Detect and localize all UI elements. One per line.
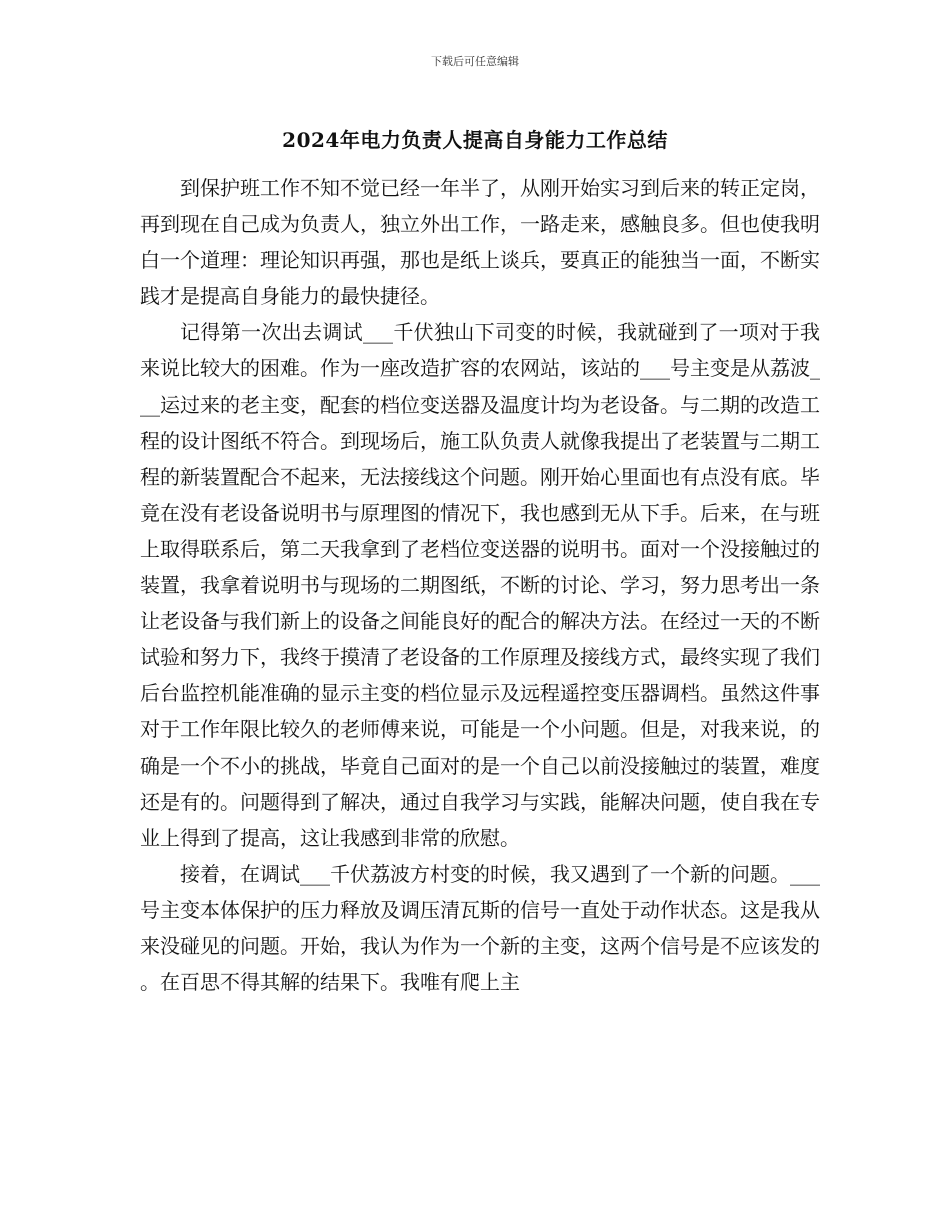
paragraph-2: 记得第一次出去调试___千伏独山下司变的时候，我就碰到了一项对于我来说比较大的困难。作为一座改造扩容的农网站，该站的___号主变是从荔波___运过来的老主变，配套的档位变送器及温度计均为老设备。与二期的改造工程的设计图纸不符合。到现场后，施工队负责人就像我提出了老装置与二期工程的新装置配合不起来，无法接线这个问题。刚开始心里面也有点没有底。毕竟在没有老设备说明书与原理图的情况下，我也感到无从下手。后来，在与班上取得联系后，第二天我拿到了老档位变送器的说明书。面对一个没接触过的装置，我拿着说明书与现场的二期图纸，不断的讨论、学习，努力思考出一条让老设备与我们新上的设备之间能良好的配合的解决方法。在经过一天的不断试验和努力下，我终于摸清了老设备的工作原理及接线方式，最终实现了我们后台监控机能准确的显示主变的档位显示及远程遥控变压器调档。虽然这件事对于工作年限比较久的老师傅来说，可能是一个小问题。但是，对我来说，的确是一个不小的挑战，毕竟自己面对的是一个自己以前没接触过的装置，难度还是有的。问题得到了解决，通过自我学习与实践，能解决问题，使自我在专业上得到了提高，这让我感到非常的欣慰。: [140, 320, 820, 850]
document-title: 2024年电力负责人提高自身能力工作总结: [282, 128, 668, 152]
paragraph-3: 接着，在调试___千伏荔波方村变的时候，我又遇到了一个新的问题。___号主变本体保护的压力释放及调压清瓦斯的信号一直处于动作状态。这是我从来没碰见的问题。开始，我认为作为一个新的主变，这两个信号是不应该发的。在百思不得其解的结果下。我唯有爬上主: [140, 861, 820, 995]
page-header-note: 下载后可任意编辑: [431, 55, 519, 68]
document-body: [140, 170, 820, 1000]
paragraph-1: 到保护班工作不知不觉已经一年半了，从刚开始实习到后来的转正定岗，再到现在自己成为负责人，独立外出工作，一路走来，感触良多。但也使我明白一个道理：理论知识再强，那也是纸上谈兵，要真正的能独当一面，不断实践才是提高自身能力的最快捷径。: [140, 176, 820, 309]
